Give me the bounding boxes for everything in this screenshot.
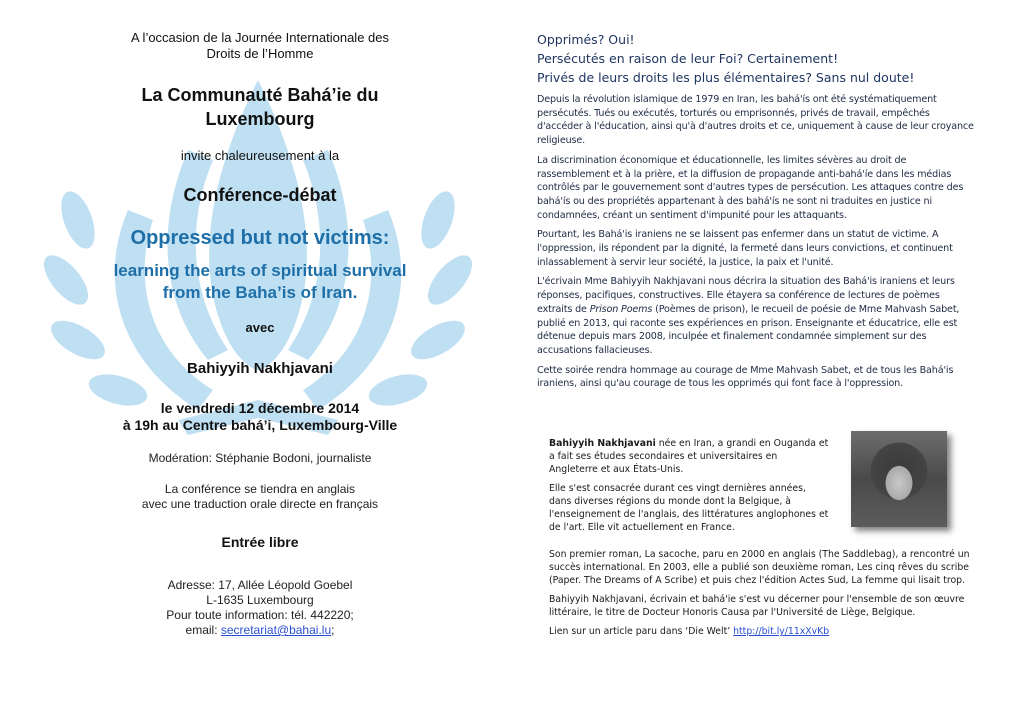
- bio-paragraph-1: [549, 437, 829, 476]
- bio-continued: [549, 548, 979, 644]
- bio-paragraph-4: Bahiyyih Nakhjavani, écrivain et bahá'ie s'est vu décerner pour l'ensemble de son œuvre littéraire, le titre de Docteur Honoris Causa par l'Université de Liège, Belgique.: [549, 594, 965, 618]
- speaker-photo: [851, 431, 947, 527]
- paragraph-3: Pourtant, les Bahá'is iraniens ne se laissent pas enfermer dans un statut de victime. A l'oppression, ils répondent par la dignité, la fermeté dans leurs convictions, et continuent inlassablement à servir leur société, la justice, la paix et l'unité.: [537, 229, 953, 268]
- language-note: [50, 482, 470, 512]
- email-suffix: ;: [331, 623, 335, 637]
- occasion-line-2: Droits de l’Homme: [206, 46, 314, 61]
- subtitle-line-1: learning the arts of spiritual survival: [113, 261, 407, 280]
- paragraph-4-a: L'écrivain Mme Bahiyyih Nakhjavani nous décrira la situation des Bahá'is iraniens et leurs réponses, pacifiques, constructives. Elle étayera sa conférence de lectures de poèmes extraits de: [537, 276, 955, 315]
- paragraph-1: Depuis la révolution islamique de 1979 en Iran, les bahá'ís ont été systématiquement persécutés. Tués ou exécutés, torturés ou emprisonnés, privés de travail, empêchés d'accéder à l'éducation, ainsi qu'à d'autres droits et ce, uniquement à cause de leur croyance religieuse.: [537, 94, 974, 147]
- paragraph-2: La discrimination économique et éducationnelle, les limites sévères au droit de rassemblement et à la prière, et la diffusion de propagande anti-bahá'íe dans les médias contrôlés par le gouvernement sont d'autres types de persécution. Les attaques contre des bahá'ís ou des propriétés appartenant à des bahá'ís ne sont ni traduites en justice ni condamnées, créant un sentiment d'impunité pour les attaquants.: [537, 154, 964, 221]
- community-heading: [50, 83, 470, 131]
- speaker-name: Bahiyyih Nakhjavani: [187, 360, 333, 377]
- bio-name: Bahiyyih Nakhjavani: [549, 438, 656, 449]
- article-link-label: Lien sur un article paru dans ‘Die Welt’: [549, 626, 734, 637]
- flyer-right-page: [537, 30, 977, 391]
- book-title: Prison Poems: [589, 303, 653, 315]
- article-link-line: [549, 625, 979, 638]
- address-line-1: Adresse: 17, Allée Léopold Goebel: [167, 578, 353, 592]
- headline-1: Opprimés? Oui!: [537, 32, 635, 47]
- address-line-2: L-1635 Luxembourg: [206, 593, 314, 607]
- article-link[interactable]: http://bit.ly/11xXvKb: [733, 626, 830, 637]
- occasion-text: [50, 30, 470, 62]
- event-title: Oppressed but not victims:: [130, 227, 390, 249]
- headline-2: Persécutés en raison de leur Foi? Certainement!: [537, 51, 839, 66]
- community-line-1: La Communauté Bahá’ie du: [141, 85, 379, 105]
- paragraph-4-b: (Poèmes de prison), le recueil de poésie de Mme Mahvash Sabet, publié en 2013, qui raconte ses expériences en prison. Enseignante et éducatrice, elle est détenue depuis mars 2008, inculpée et finalement condamnée simplement sur des accusations fallacieuses.: [537, 303, 960, 356]
- date-line-2: à 19h au Centre bahá’i, Luxembourg-Ville: [122, 417, 398, 433]
- moderation-text: Modération: Stéphanie Bodoni, journaliste: [148, 451, 372, 465]
- headline-3: Privés de leurs droits les plus élémentaires? Sans nul doute!: [537, 70, 915, 85]
- subtitle-line-2: from the Baha’is of Iran.: [162, 283, 358, 302]
- paragraph-4: [537, 275, 977, 357]
- language-line-2: avec une traduction orale directe en français: [141, 497, 379, 511]
- bio-paragraph-1-text: née en Iran, a grandi en Ouganda et a fait ses études secondaires et universitaires en Angleterre et aux États-Unis.: [549, 438, 829, 475]
- email-link[interactable]: secretariat@bahai.lu: [220, 623, 332, 637]
- community-line-2: Luxembourg: [205, 109, 315, 129]
- event-type-heading: Conférence-débat: [183, 185, 337, 205]
- invite-text: invite chaleureusement à la: [180, 148, 340, 163]
- occasion-line-1: A l’occasion de la Journée Internationale des: [130, 30, 389, 45]
- language-line-1: La conférence se tiendra en anglais: [164, 482, 356, 496]
- date-line-1: le vendredi 12 décembre 2014: [160, 400, 360, 416]
- email-line: [50, 623, 470, 638]
- bio-paragraph-2: Elle s'est consacrée durant ces vingt dernières années, dans diverses régions du monde dont la Belgique, à l'enseignement de l'anglais, des littératures anglophones et de l'art. Elle vit actuellement en France.: [549, 483, 829, 533]
- email-label: email:: [185, 623, 221, 637]
- paragraph-5: Cette soirée rendra hommage au courage de Mme Mahvash Sabet, et de tous les Bahá'is iraniens, ainsi qu'au courage de tous les opprimés qui font face à l'oppression.: [537, 364, 954, 390]
- with-text: avec: [245, 320, 275, 335]
- entry-text: Entrée libre: [221, 534, 299, 550]
- bio-paragraph-3: Son premier roman, La sacoche, paru en 2000 en anglais (The Saddlebag), a rencontré un succès international. En 2003, elle a publié son deuxième roman, Les cinq rêves du scribe (Paper. The Dreams of A Scribe) et puis chez l'édition Actes Sud, La femme qui lisait trop.: [549, 549, 970, 586]
- phone-line: Pour toute information: tél. 442220;: [166, 608, 354, 622]
- event-date: [50, 400, 470, 434]
- bio-block: [549, 437, 829, 540]
- event-subtitle: [50, 260, 470, 304]
- address-block: [50, 578, 470, 638]
